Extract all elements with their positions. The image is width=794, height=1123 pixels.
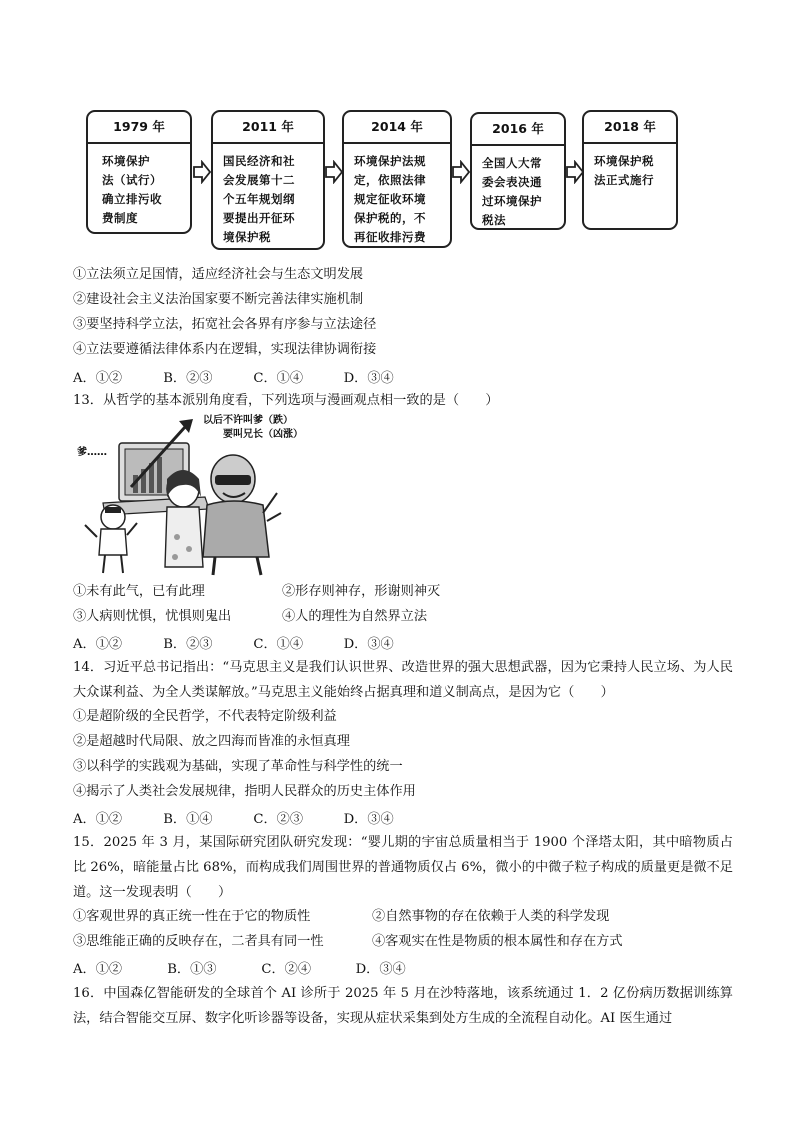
timeline-text: 环境保护 法（试行） 确立排污收 费制度 [102, 154, 162, 225]
cartoon-speech-right: 以后不许叫爹（跌） 要叫兄长（凶涨） [203, 415, 303, 440]
q15-item-1: ①客观世界的真正统一性在于它的物质性 [73, 909, 311, 924]
option-c[interactable]: C．②③ [253, 812, 304, 827]
option-c[interactable]: C．①④ [253, 637, 304, 652]
timeline-arrow-icon [193, 160, 211, 184]
q12-item-4: ④立法要遵循法律体系内在逻辑，实现法律协调衔接 [73, 342, 377, 357]
option-d[interactable]: D．③④ [343, 637, 394, 652]
timeline-year: 1979 年 [88, 112, 190, 144]
timeline-box-2011 [211, 110, 325, 250]
q13-options [73, 633, 394, 652]
q13-item-4: ④人的理性为自然界立法 [282, 609, 428, 624]
cartoon-speech-left: 爹…… [77, 447, 107, 458]
q13-cartoon [75, 417, 315, 577]
q13-item-1: ①未有此气，已有此理 [73, 584, 205, 599]
timeline-box-1979 [86, 110, 192, 234]
timeline-year: 2014 年 [344, 112, 450, 144]
option-b[interactable]: B．①④ [163, 812, 213, 827]
q14-item-1: ①是超阶级的全民哲学，不代表特定阶级利益 [73, 709, 337, 724]
q14-item-2: ②是超越时代局限、放之四海而皆准的永恒真理 [73, 734, 350, 749]
option-d[interactable]: D．③④ [343, 371, 394, 386]
q15-item-2: ②自然事物的存在依赖于人类的科学发现 [372, 909, 610, 924]
option-c[interactable]: C．②④ [261, 962, 312, 977]
timeline-box-2014 [342, 110, 452, 248]
timeline-text: 环境保护税 法正式施行 [594, 154, 654, 187]
q15-stem: 15．2025 年 3 月，某国际研究团队研究发现：“婴儿期的宇宙总质量相当于 1900 个泽塔太阳，其中暗物质占比 26%，暗能量占比 68%，而构成我们周围世界的普通物质仅占 6%，微小的中微子粒子构成的质量更是微不足道。这一发现表明（ ） [73, 835, 733, 900]
timeline-arrow-icon [566, 160, 584, 184]
option-a[interactable]: A．①② [73, 637, 123, 652]
timeline-arrow-icon [452, 160, 470, 184]
timeline-box-2018 [582, 110, 678, 230]
option-b[interactable]: B．②③ [163, 637, 213, 652]
timeline-text: 环境保护法规 定，依照法律 规定征收环境 保护税的，不 再征收排污费 [354, 154, 426, 244]
q12-options [73, 367, 394, 386]
q16-stem: 16．中国森亿智能研发的全球首个 AI 诊所于 2025 年 5 月在沙特落地，该系统通过 1．2 亿份病历数据训练算法，结合智能交互屏、数字化听诊器等设备，实现从症状采集到处方生成的全流程自动化。AI 医生通过 [73, 986, 733, 1026]
timeline-year: 2016 年 [472, 114, 564, 146]
option-a[interactable]: A．①② [73, 812, 123, 827]
q12-item-2: ②建设社会主义法治国家要不断完善法律实施机制 [73, 292, 364, 307]
q15-options [73, 958, 406, 977]
timeline-text: 国民经济和社 会发展第十二 个五年规划纲 要提出开征环 境保护税 [223, 154, 295, 244]
q15-item-4: ④客观实在性是物质的根本属性和存在方式 [372, 934, 623, 949]
timeline-box-2016 [470, 112, 566, 230]
q12-item-3: ③要坚持科学立法，拓宽社会各界有序参与立法途径 [73, 317, 377, 332]
timeline-arrow-icon [325, 160, 343, 184]
q15-item-3: ③思维能正确的反映存在，二者具有同一性 [73, 934, 324, 949]
option-a[interactable]: A．①② [73, 371, 123, 386]
option-a[interactable]: A．①② [73, 962, 123, 977]
q14-stem: 14．习近平总书记指出：“马克思主义是我们认识世界、改造世界的强大思想武器，因为它秉持人民立场、为人民大众谋利益、为全人类谋解放。”马克思主义能始终占据真理和道义制高点，是因为它（ ） [73, 660, 733, 700]
q13-stem: 13．从哲学的基本派别角度看，下列选项与漫画观点相一致的是（ ） [73, 393, 499, 408]
timeline-year: 2011 年 [213, 112, 323, 144]
q14-item-3: ③以科学的实践观为基础，实现了革命性与科学性的统一 [73, 759, 403, 774]
q13-item-2: ②形存则神存，形谢则神灭 [282, 584, 441, 599]
timeline-year: 2018 年 [584, 112, 676, 144]
q12-item-1: ①立法须立足国情，适应经济社会与生态文明发展 [73, 267, 364, 282]
option-b[interactable]: B．①③ [167, 962, 217, 977]
option-d[interactable]: D．③④ [343, 812, 394, 827]
q13-item-3: ③人病则忧惧，忧惧则鬼出 [73, 609, 232, 624]
option-b[interactable]: B．②③ [163, 371, 213, 386]
q14-options [73, 808, 394, 827]
q14-item-4: ④揭示了人类社会发展规律，指明人民群众的历史主体作用 [73, 784, 416, 799]
timeline-text: 全国人大常 委会表决通 过环境保护 税法 [482, 156, 542, 227]
option-c[interactable]: C．①④ [253, 371, 304, 386]
option-d[interactable]: D．③④ [355, 962, 406, 977]
